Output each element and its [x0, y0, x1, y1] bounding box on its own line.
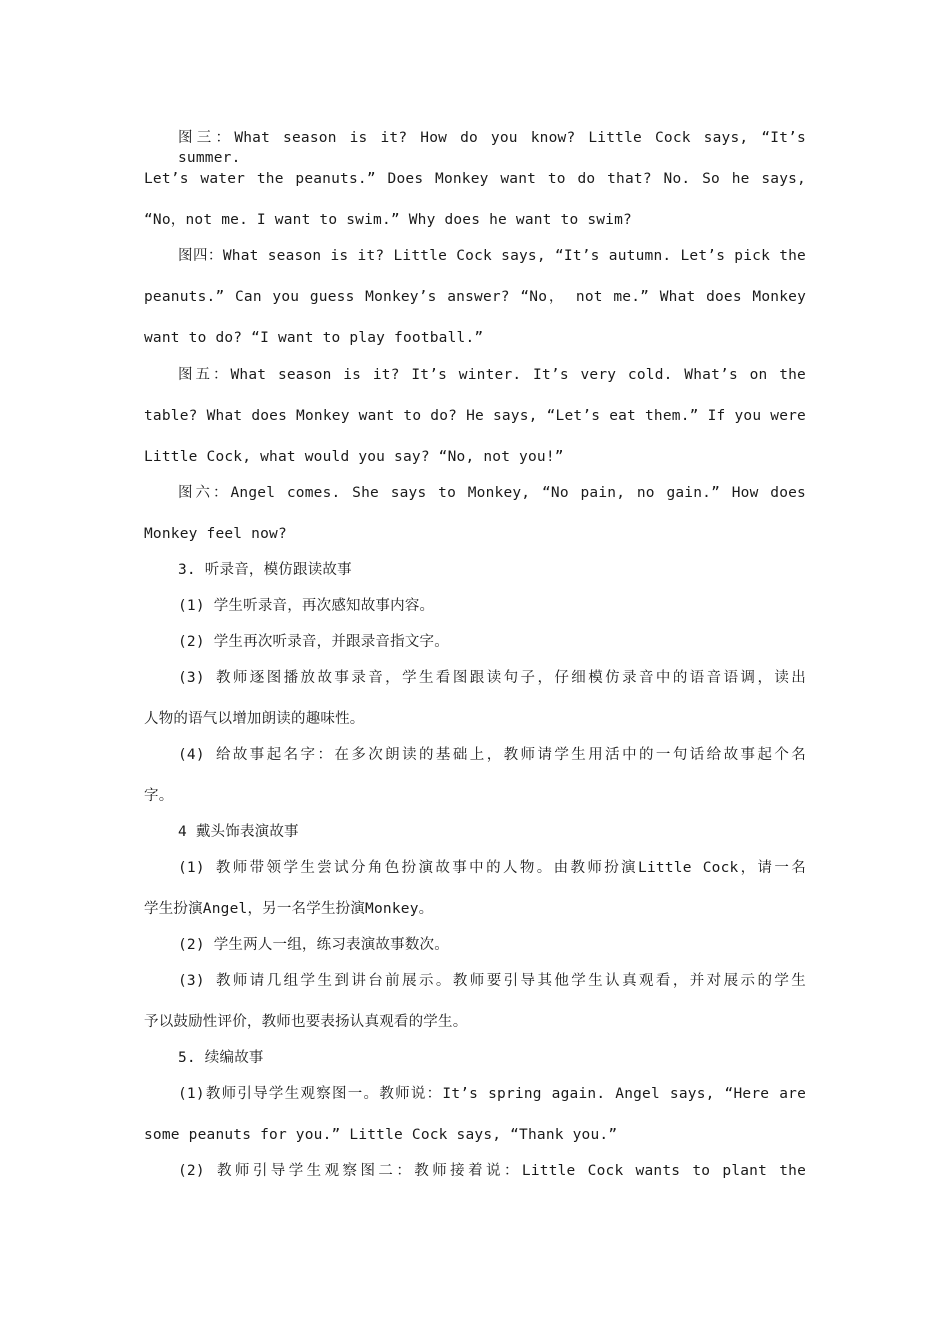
text-line: (2) 教师引导学生观察图二：教师接着说：Little Cock wants to plant the — [178, 1163, 806, 1179]
text-line: “No，not me. I want to swim.” Why does he want to swim? — [144, 212, 632, 228]
text-line: Little Cock, what would you say? “No, not you!” — [144, 449, 564, 465]
text-line: 学生扮演Angel，另一名学生扮演Monkey。 — [144, 901, 434, 917]
text-line: want to do? “I want to play football.” — [144, 330, 484, 346]
text-line: 图四：What season is it? Little Cock says, “It’s autumn. Let’s pick the — [178, 248, 806, 264]
section-heading: 4 戴头饰表演故事 — [178, 824, 299, 840]
text-line: (3) 教师逐图播放故事录音，学生看图跟读句子，仔细模仿录音中的语音语调，读出 — [178, 670, 806, 686]
text-line: (3) 教师请几组学生到讲台前展示。教师要引导其他学生认真观看，并对展示的学生 — [178, 973, 806, 989]
text-line: 图三：What season is it? How do you know? Little Cock says, “It’s summer. — [178, 130, 806, 166]
text-line: 图六：Angel comes. She says to Monkey, “No pain, no gain.” How does — [178, 485, 806, 501]
text-line: table? What does Monkey want to do? He says, “Let’s eat them.” If you were — [144, 408, 806, 424]
text-line: Let’s water the peanuts.” Does Monkey want to do that? No. So he says, — [144, 171, 806, 187]
text-line: 人物的语气以增加朗读的趣味性。 — [144, 711, 365, 727]
text-line: Monkey feel now? — [144, 526, 287, 542]
text-line: (1) 学生听录音，再次感知故事内容。 — [178, 598, 435, 614]
section-heading: 3. 听录音，模仿跟读故事 — [178, 562, 352, 578]
text-line: (2) 学生两人一组，练习表演故事数次。 — [178, 937, 449, 953]
text-line: some peanuts for you.” Little Cock says, “Thank you.” — [144, 1127, 618, 1143]
text-line: (2) 学生再次听录音，并跟录音指文字。 — [178, 634, 449, 650]
text-line: 予以鼓励性评价，教师也要表扬认真观看的学生。 — [144, 1014, 468, 1030]
text-line: (4) 给故事起名字：在多次朗读的基础上，教师请学生用活中的一句话给故事起个名 — [178, 747, 806, 763]
text-line: 图五：What season is it? It’s winter. It’s very cold. What’s on the — [178, 367, 806, 383]
text-line: (1)教师引导学生观察图一。教师说：It’s spring again. Angel says, “Here are — [178, 1086, 806, 1102]
text-line: peanuts.” Can you guess Monkey’s answer? “No， not me.” What does Monkey — [144, 289, 806, 305]
text-line: (1) 教师带领学生尝试分角色扮演故事中的人物。由教师扮演Little Cock，请一名 — [178, 860, 806, 876]
section-heading: 5. 续编故事 — [178, 1050, 264, 1066]
text-line: 字。 — [144, 788, 174, 804]
